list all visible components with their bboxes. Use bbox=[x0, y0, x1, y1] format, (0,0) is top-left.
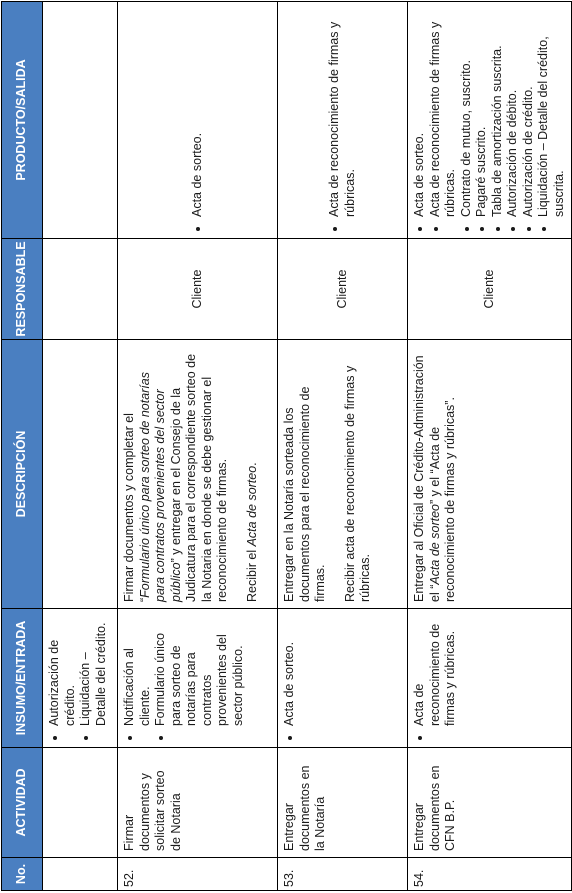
cell-insumo bbox=[278, 609, 408, 748]
insumo-item: • Acta de sorteo. bbox=[282, 615, 298, 726]
cell-responsable: Cliente bbox=[118, 239, 278, 340]
cell-descripcion bbox=[278, 340, 408, 609]
cell-insumo bbox=[408, 609, 572, 748]
cell-actividad: Firmar documentos y solicitar sorteo de Notaria bbox=[118, 748, 278, 858]
cell-responsable bbox=[43, 239, 118, 340]
producto-list bbox=[190, 8, 206, 232]
cell-no: 54. bbox=[408, 858, 572, 891]
table-row bbox=[278, 2, 408, 891]
cell-responsable: Cliente bbox=[278, 239, 408, 340]
cell-insumo bbox=[43, 609, 118, 748]
insumo-item: • Liquidación – Detalle del crédito. bbox=[78, 615, 109, 726]
table-row bbox=[43, 2, 118, 891]
descripcion-paragraph bbox=[245, 346, 261, 602]
process-table bbox=[1, 1, 572, 891]
descripcion-italic: Acta de sorteo bbox=[244, 465, 259, 547]
producto-item: • Contrato de mutuo, suscrito. bbox=[459, 8, 475, 217]
insumo-list bbox=[47, 615, 109, 741]
producto-item: • Autorización de crédito. bbox=[521, 8, 537, 217]
cell-producto bbox=[118, 2, 278, 239]
descripcion-text: Entregar al Oficial de Crédito-Administración el “ bbox=[412, 355, 442, 602]
table-body bbox=[43, 2, 572, 891]
descripcion-italic: Formulario único para sorteo de notarías para contratos provenientes del sector público bbox=[137, 372, 183, 602]
table-row bbox=[408, 2, 572, 891]
descripcion-paragraph bbox=[343, 346, 374, 602]
table-row bbox=[118, 2, 278, 891]
header-insumo: INSUMO/ENTRADA bbox=[2, 609, 43, 748]
descripcion-paragraph bbox=[122, 346, 231, 602]
header-no: No. bbox=[2, 858, 43, 891]
descripcion-italic: Acta de sorteo bbox=[427, 504, 442, 585]
cell-no: 52. bbox=[118, 858, 278, 891]
insumo-list bbox=[122, 615, 246, 741]
header-actividad: ACTIVIDAD bbox=[2, 748, 43, 858]
cell-producto bbox=[408, 2, 572, 239]
insumo-list bbox=[412, 615, 459, 741]
producto-item: • Liquidación – Detalle del crédito, suscrita. bbox=[536, 8, 567, 217]
descripcion-text: ” y el “Acta de reconocimiento de firmas y rúbricas”. bbox=[427, 397, 457, 602]
producto-item: • Autorización de débito. bbox=[505, 8, 521, 217]
cell-producto bbox=[43, 2, 118, 239]
descripcion-text: . bbox=[244, 462, 259, 466]
descripcion-text: ” y entregar en el Consejo de la Judicatura para el correspondiente sorteo de la Notaria en donde se debe gestionar el reconocimiento de firmas. bbox=[168, 353, 229, 602]
insumo-item: • Notificación al cliente. bbox=[122, 615, 153, 726]
cell-no: 53. bbox=[278, 858, 408, 891]
cell-no bbox=[43, 858, 118, 891]
cell-producto bbox=[278, 2, 408, 239]
cell-responsable: Cliente bbox=[408, 239, 572, 340]
cell-insumo bbox=[118, 609, 278, 748]
cell-descripcion bbox=[43, 340, 118, 609]
insumo-list bbox=[282, 615, 298, 741]
descripcion-paragraph bbox=[412, 346, 459, 602]
header-descripcion: DESCRIPCIÓN bbox=[2, 340, 43, 609]
cell-actividad: Entregar documentos en la Notaría bbox=[278, 748, 408, 858]
descripcion-text: Recibir acta de reconocimiento de firmas y rúbricas. bbox=[342, 365, 372, 602]
cell-actividad: Entregar documentos en CFN B.P. bbox=[408, 748, 572, 858]
producto-item: • Tabla de amortización suscrita. bbox=[490, 8, 506, 217]
descripcion-paragraph bbox=[282, 346, 329, 602]
header-responsable: RESPONSABLE bbox=[2, 239, 43, 340]
producto-item: • Acta de reconocimiento de firmas y rúbricas. bbox=[428, 8, 459, 217]
descripcion-text: Recibir el bbox=[244, 546, 259, 602]
descripcion-text: Entregar en la Notaría sorteada los documentos para el reconocimiento de firmas. bbox=[282, 386, 327, 602]
producto-list bbox=[327, 8, 358, 232]
producto-item: • Acta de reconocimiento de firmas y rúbricas. bbox=[327, 8, 358, 217]
header-row bbox=[2, 2, 43, 891]
insumo-item: • Acta de reconocimiento de firmas y rúbricas. bbox=[412, 615, 459, 726]
header-producto: PRODUCTO/SALIDA bbox=[2, 2, 43, 239]
insumo-item: • Formulario único para sorteo de notarías para contratos provenientes del sector público. bbox=[153, 615, 246, 726]
cell-actividad bbox=[43, 748, 118, 858]
producto-list bbox=[412, 8, 567, 232]
producto-item: • Acta de sorteo. bbox=[190, 8, 206, 217]
cell-descripcion bbox=[408, 340, 572, 609]
insumo-item: • Autorización de crédito. bbox=[47, 615, 78, 726]
descripcion-text: Firmar documentos y completar el “ bbox=[122, 413, 152, 602]
producto-item: • Acta de sorteo. bbox=[412, 8, 428, 217]
cell-descripcion bbox=[118, 340, 278, 609]
producto-item: • Pagaré suscrito. bbox=[474, 8, 490, 217]
